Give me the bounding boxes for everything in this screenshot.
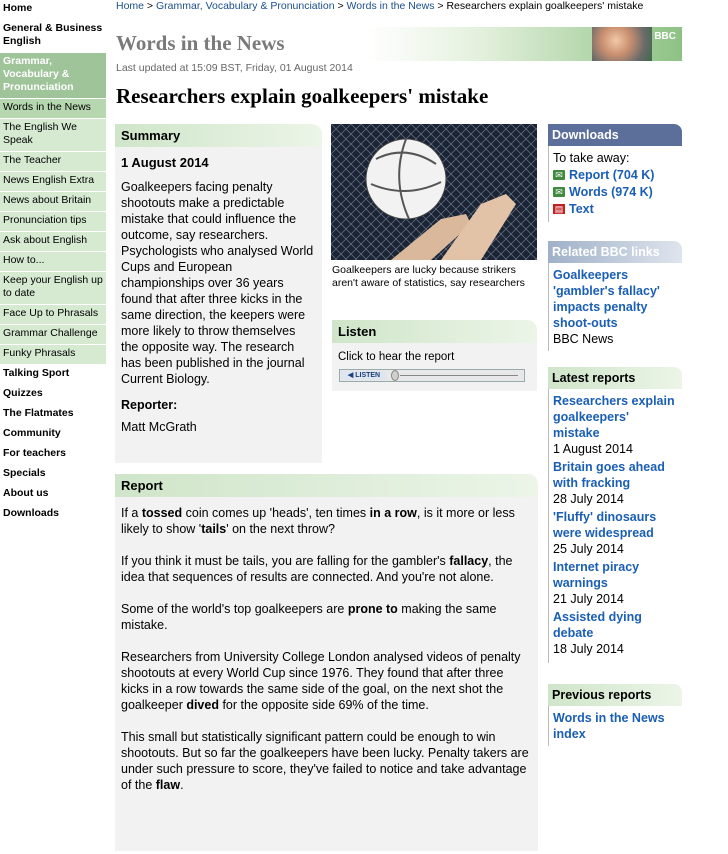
- report-text: Researchers from University College London analysed videos of penalty shootouts at every World Cup since 1976. They found that after three kicks in a row towards the same side of the goal, on the next shot the goalkeeper: [121, 650, 521, 712]
- nav-item-face-up-to-phrasals[interactable]: Face Up to Phrasals: [0, 305, 106, 325]
- report-heading: Report: [115, 474, 538, 497]
- nav-item-words-in-the-news[interactable]: Words in the News: [0, 99, 106, 119]
- latest-report-item: [553, 459, 678, 507]
- listen-button-label: LISTEN: [355, 372, 381, 379]
- latest-report-link[interactable]: Britain goes ahead with fracking: [553, 460, 665, 490]
- downloads-list: [553, 167, 678, 217]
- latest-report-link[interactable]: Internet piracy warnings: [553, 560, 640, 590]
- vocabulary-word: flaw: [155, 778, 181, 792]
- nav-item-general-business-english[interactable]: General & Business English: [0, 20, 106, 53]
- latest-report-link[interactable]: Assisted dying debate: [553, 610, 642, 640]
- report-paragraph: [121, 729, 532, 793]
- banner-title: Words in the News: [116, 31, 285, 55]
- nav-item-grammar-challenge[interactable]: Grammar Challenge: [0, 325, 106, 345]
- listen-box: [332, 320, 537, 384]
- reporter-label: Reporter:: [121, 398, 178, 412]
- nav-item-for-teachers[interactable]: For teachers: [0, 445, 106, 465]
- latest-report-date: 1 August 2014: [553, 442, 633, 456]
- mail-icon: ✉: [553, 187, 565, 197]
- previous-reports-box: [548, 684, 682, 746]
- nav-item-downloads[interactable]: Downloads: [0, 505, 106, 525]
- report-box: [115, 474, 538, 852]
- previous-body: [548, 706, 682, 746]
- presenter-photo: [592, 27, 652, 61]
- vocabulary-word: in a row: [369, 506, 417, 520]
- vocabulary-word: prone to: [347, 602, 398, 616]
- nav-item-talking-sport[interactable]: Talking Sport: [0, 365, 106, 385]
- report-text: for the opposite side 69% of the time.: [218, 698, 429, 712]
- breadcrumb-separator: >: [334, 0, 347, 12]
- related-heading: Related BBC links: [548, 241, 682, 263]
- summary-date: 1 August 2014: [121, 155, 209, 170]
- nav-item-quizzes[interactable]: Quizzes: [0, 385, 106, 405]
- nav-item-how-to[interactable]: How to...: [0, 252, 106, 272]
- report-text: If a: [121, 506, 142, 520]
- report-text: coin comes up 'heads', ten times: [182, 506, 370, 520]
- vocabulary-word: fallacy: [449, 554, 489, 568]
- vocabulary-word: tossed: [141, 506, 183, 520]
- latest-heading: Latest reports: [548, 367, 682, 389]
- photo-caption: Goalkeepers are lucky because strikers aren't aware of statistics, say researchers: [332, 264, 525, 289]
- bbc-logo: BBC: [654, 31, 676, 42]
- pdf-icon: ▤: [554, 204, 564, 214]
- report-paragraph: [121, 649, 532, 713]
- related-bbc-link[interactable]: Goalkeepers 'gambler's fallacy' impacts penalty shoot-outs: [553, 268, 660, 330]
- section-banner: [112, 27, 682, 61]
- report-text: If you think it must be tails, you are falling for the gambler's: [121, 554, 450, 568]
- page-title: Researchers explain goalkeepers' mistake: [116, 84, 489, 108]
- article-photo: [331, 124, 537, 260]
- report-paragraph: [121, 553, 532, 585]
- nav-item-the-flatmates[interactable]: The Flatmates: [0, 405, 106, 425]
- downloads-heading: Downloads: [548, 124, 682, 146]
- reporter-name: Matt McGrath: [121, 420, 197, 434]
- latest-report-date: 21 July 2014: [553, 592, 624, 606]
- vocabulary-word: tails: [201, 522, 227, 536]
- summary-body: [115, 147, 322, 463]
- previous-heading: Previous reports: [548, 684, 682, 706]
- related-source: BBC News: [553, 332, 614, 346]
- download-link[interactable]: Text: [569, 202, 594, 216]
- nav-item-news-english-extra[interactable]: News English Extra: [0, 172, 106, 192]
- download-item[interactable]: [553, 184, 678, 200]
- report-text: .: [180, 778, 184, 792]
- nav-item-the-english-we-speak[interactable]: The English We Speak: [0, 119, 106, 152]
- listen-heading: Listen: [332, 320, 537, 343]
- latest-reports-box: [548, 367, 682, 663]
- download-item[interactable]: [553, 201, 678, 217]
- latest-report-link[interactable]: 'Fluffy' dinosaurs were widespread: [553, 510, 657, 540]
- report-text: , the idea that sequences of results are connected. And you're not alone.: [121, 554, 513, 584]
- listen-prompt: Click to hear the report: [338, 351, 455, 363]
- report-text: making the same mistake.: [121, 602, 497, 632]
- audio-player: [339, 369, 525, 382]
- download-link[interactable]: Words (974 K): [569, 185, 653, 199]
- nav-item-grammar-vocabulary-pronunciation[interactable]: Grammar, Vocabulary & Pronunciation: [0, 53, 106, 99]
- latest-report-item: [553, 559, 678, 607]
- nav-item-pronunciation-tips[interactable]: Pronunciation tips: [0, 212, 106, 232]
- latest-report-date: 25 July 2014: [553, 542, 624, 556]
- latest-reports-list: [548, 389, 682, 663]
- related-links-box: [548, 241, 682, 351]
- breadcrumb-home-link[interactable]: Home: [116, 0, 145, 12]
- nav-item-funky-phrasals[interactable]: Funky Phrasals: [0, 345, 106, 365]
- breadcrumb-series-link[interactable]: Words in the News: [346, 0, 435, 12]
- speaker-icon: ◀: [347, 372, 354, 379]
- audio-seek-handle[interactable]: [391, 370, 399, 381]
- report-body: [115, 497, 538, 851]
- latest-report-link[interactable]: Researchers explain goalkeepers' mistake: [553, 394, 675, 440]
- nav-item-about-us[interactable]: About us: [0, 485, 106, 505]
- report-paragraph: [121, 601, 532, 633]
- breadcrumb: [116, 0, 676, 13]
- audio-track[interactable]: [400, 375, 518, 376]
- related-body: [548, 263, 682, 351]
- report-text: This small but statistically significant pattern could be enough to win shootouts. But so far the goalkeepers have been lucky. Penalty takers are under such pressure to score, they've failed to notice and take advantage of the: [121, 730, 529, 792]
- downloads-intro: To take away:: [553, 151, 630, 165]
- left-navigation: [0, 0, 106, 525]
- downloads-body: [548, 146, 682, 222]
- latest-report-item: [553, 609, 678, 657]
- summary-text: Goalkeepers facing penalty shootouts make a predictable mistake that could influence the outcome, say researchers. Psychologists who analysed World Cups and European championships over 36 years found that after three kicks in the same direction, the keepers were more likely to throw themselves the opposite way. The research has been published in the journal Current Biology.: [121, 180, 314, 386]
- latest-report-item: [553, 509, 678, 557]
- downloads-box: [548, 124, 682, 222]
- nav-item-keep-your-english-up-to-date[interactable]: Keep your English up to date: [0, 272, 106, 305]
- report-paragraph: [121, 505, 532, 537]
- listen-body: [332, 343, 537, 391]
- nav-item-ask-about-english[interactable]: Ask about English: [0, 232, 106, 252]
- goalkeeper-ball-image: [331, 124, 537, 260]
- breadcrumb-current: Researchers explain goalkeepers' mistake: [446, 0, 644, 12]
- mail-icon: ✉: [553, 170, 565, 180]
- latest-report-date: 28 July 2014: [553, 492, 624, 506]
- nav-item-specials[interactable]: Specials: [0, 465, 106, 485]
- latest-report-date: 18 July 2014: [553, 642, 624, 656]
- words-in-the-news-index-link[interactable]: Words in the News index: [553, 711, 665, 741]
- listen-button[interactable]: [341, 371, 387, 380]
- download-link[interactable]: Report (704 K): [569, 168, 655, 182]
- nav-item-the-teacher[interactable]: The Teacher: [0, 152, 106, 172]
- latest-report-item: [553, 393, 678, 457]
- summary-heading: Summary: [115, 124, 322, 147]
- breadcrumb-section-link[interactable]: Grammar, Vocabulary & Pronunciation: [155, 0, 335, 12]
- nav-item-community[interactable]: Community: [0, 425, 106, 445]
- nav-item-home[interactable]: Home: [0, 0, 106, 20]
- report-text: Some of the world's top goalkeepers are: [121, 602, 348, 616]
- summary-box: [115, 124, 322, 457]
- nav-item-news-about-britain[interactable]: News about Britain: [0, 192, 106, 212]
- breadcrumb-separator: >: [144, 0, 156, 12]
- download-item[interactable]: [553, 167, 678, 183]
- last-updated: Last updated at 15:09 BST, Friday, 01 August 2014: [116, 62, 353, 74]
- breadcrumb-separator: >: [434, 0, 447, 12]
- report-text: , is it more or less likely to show ': [121, 506, 515, 536]
- vocabulary-word: dived: [186, 698, 219, 712]
- report-text: ' on the next throw?: [226, 522, 335, 536]
